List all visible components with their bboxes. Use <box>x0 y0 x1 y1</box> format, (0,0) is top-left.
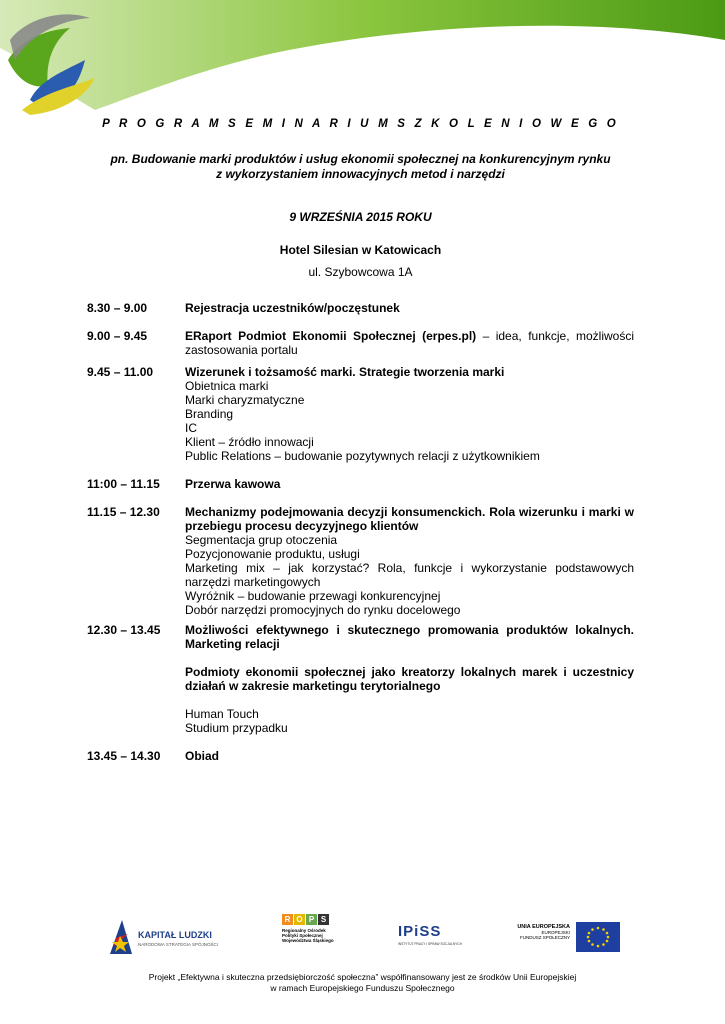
agenda-time: 9.00 – 9.45 <box>87 329 148 343</box>
agenda-title: Mechanizmy podejmowania decyzji konsumenckich. Rola wizerunku i marki w przebiegu procesu decyzyjnego klientów <box>185 505 634 533</box>
agenda-time: 12.30 – 13.45 <box>87 623 161 637</box>
agenda-title: Obiad <box>185 749 220 763</box>
kapital-ludzki-tagline: NARODOWA STRATEGIA SPÓJNOŚCI <box>138 942 219 947</box>
partner-logos <box>100 912 630 962</box>
rops-logo <box>282 914 346 960</box>
footer-note <box>60 972 665 994</box>
rops-line-2: Polityki Społecznej <box>282 933 323 938</box>
agenda-item: Marketing mix – jak korzystać? Rola, funkcje i wykorzystanie podstawowych narzędzi marketingowych <box>185 561 634 589</box>
eu-line-1: UNIA EUROPEJSKA <box>517 924 570 930</box>
agenda-time: 11:00 – 11.15 <box>87 477 160 491</box>
rops-letter: S <box>318 914 329 925</box>
header-banner <box>0 0 725 120</box>
agenda-item: Klient – źródło innowacji <box>185 435 314 449</box>
agenda-item: Human Touch <box>185 707 259 721</box>
seminar-subtitle <box>87 152 634 182</box>
seminar-venue: Hotel Silesian w Katowicach <box>279 243 442 257</box>
agenda-title: Wizerunek i tożsamość marki. Strategie tworzenia marki <box>185 365 505 379</box>
rops-letter: R <box>282 914 293 925</box>
footer-line-2: w ramach Europejskiego Funduszu Społecznego <box>270 983 455 993</box>
rops-line-3: Województwa Śląskiego <box>282 938 334 943</box>
agenda-time: 8.30 – 9.00 <box>87 301 148 315</box>
agenda-row <box>87 301 634 315</box>
agenda-title: ERaport Podmiot Ekonomii Społecznej (erpes.pl) <box>185 329 477 343</box>
footer-line-1: Projekt „Efektywna i skuteczna przedsiębiorczość społeczna” współfinansowany jest ze środków Unii Europejskiej <box>148 972 577 982</box>
kapital-ludzki-logo <box>108 916 238 958</box>
eu-logo <box>512 922 622 954</box>
ipiss-tagline: INSTYTUT PRACY I SPRAW SOCJALNYCH <box>398 942 462 946</box>
agenda-time: 13.45 – 14.30 <box>87 749 161 763</box>
agenda-row <box>87 623 634 735</box>
kapital-ludzki-name: KAPITAŁ LUDZKI <box>138 930 212 940</box>
agenda-title: Przerwa kawowa <box>185 477 281 491</box>
agenda-item: Obietnica marki <box>185 379 269 393</box>
agenda-row <box>87 329 634 357</box>
eu-flag-icon <box>576 922 620 952</box>
seminar-date: 9 WRZEŚNIA 2015 ROKU <box>289 210 432 224</box>
eu-line-3: FUNDUSZ SPOŁECZNY <box>519 935 570 940</box>
agenda-item: Branding <box>185 407 234 421</box>
agenda-title: Możliwości efektywnego i skutecznego promowania produktów lokalnych. Marketing relacji <box>185 623 634 651</box>
agenda-item: IC <box>185 421 197 435</box>
agenda-row <box>87 365 634 463</box>
agenda-item: Studium przypadku <box>185 721 288 735</box>
agenda-time: 11.15 – 12.30 <box>87 505 160 519</box>
subtitle-line-2: z wykorzystaniem innowacyjnych metod i narzędzi <box>216 167 505 181</box>
agenda-row <box>87 477 634 491</box>
ipiss-name: IPiSS <box>398 923 442 940</box>
agenda-item: Marki charyzmatyczne <box>185 393 305 407</box>
venue-address: ul. Szybowcowa 1A <box>308 265 413 279</box>
rops-letter: P <box>306 914 317 925</box>
agenda-item: Wyróżnik – budowanie przewagi konkurencyjnej <box>185 589 441 603</box>
rops-letter: O <box>294 914 305 925</box>
program-title: P R O G R A M S E M I N A R I U M S Z K O L E N I O W E G O <box>102 118 619 130</box>
agenda-item: Public Relations – budowanie pozytywnych relacji z użytkownikiem <box>185 449 540 463</box>
agenda-item: Pozycjonowanie produktu, usługi <box>185 547 360 561</box>
rops-line-1: Regionalny Ośrodek <box>282 928 326 933</box>
agenda-row <box>87 505 634 617</box>
agenda-item: Segmentacja grup otoczenia <box>185 533 338 547</box>
ipiss-logo <box>398 924 460 954</box>
kapital-ludzki-star-icon <box>108 916 134 956</box>
subtitle-line-1: pn. Budowanie marki produktów i usług ekonomii społecznej na konkurencyjnym rynku <box>110 152 611 166</box>
agenda-title-rest: – idea, funkcje, możliwości zastosowania portalu <box>185 329 634 357</box>
seminar-program <box>87 118 634 763</box>
eu-line-2: EUROPEJSKI <box>541 930 570 935</box>
agenda-row <box>87 749 634 763</box>
agenda-time: 9.45 – 11.00 <box>87 365 154 379</box>
agenda-subtitle: Podmioty ekonomii społecznej jako kreatorzy lokalnych marek i uczestnicy działań w zakresie marketingu terytorialnego <box>185 665 634 693</box>
agenda-item: Dobór narzędzi promocyjnych do rynku docelowego <box>185 603 461 617</box>
agenda-title: Rejestracja uczestników/poczęstunek <box>185 301 400 315</box>
agenda <box>87 301 634 763</box>
